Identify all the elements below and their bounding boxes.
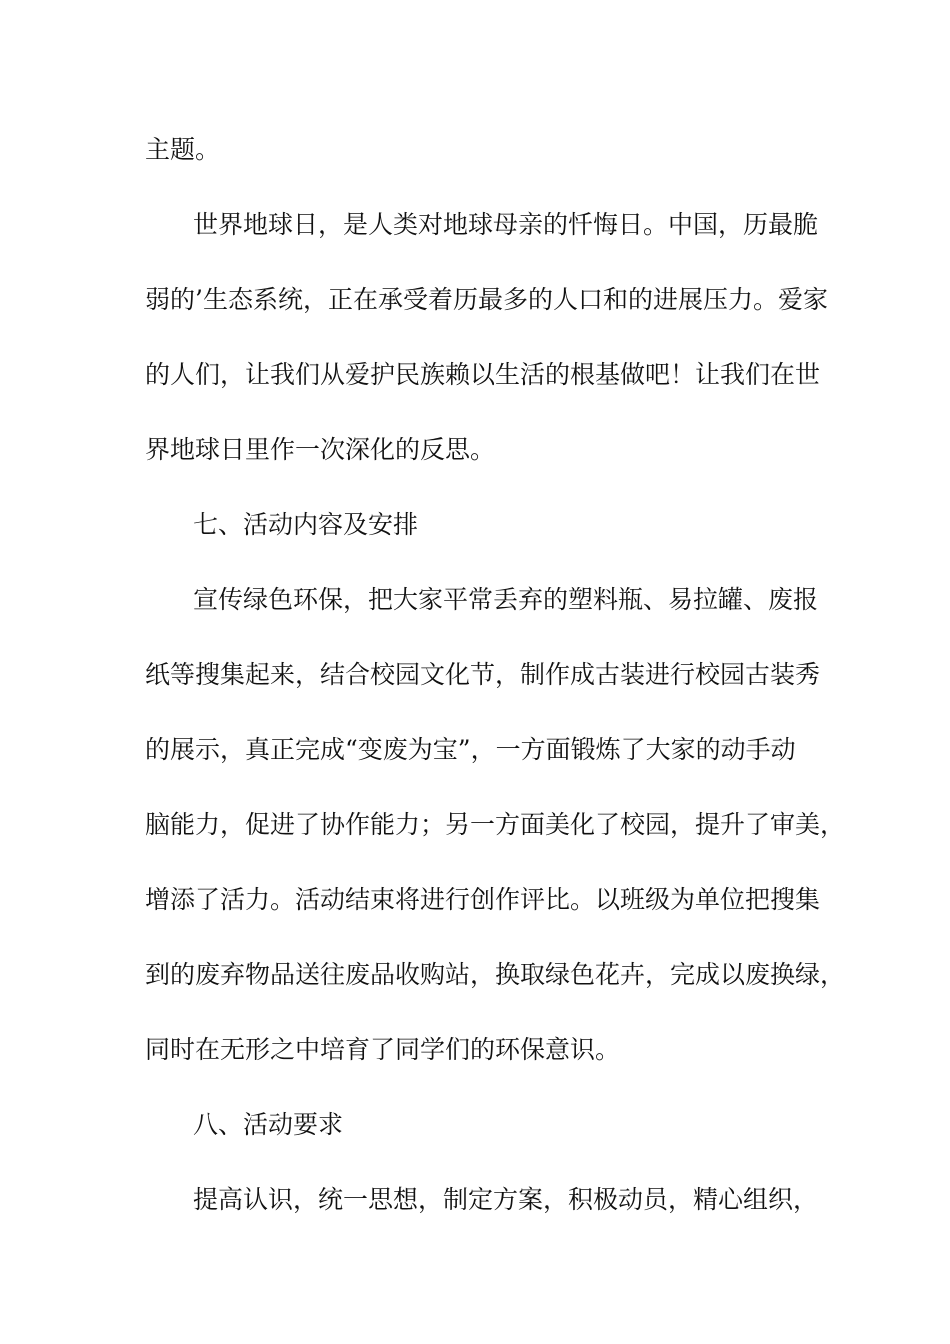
text-line: 的展示，真正完成“变废为宝”，一方面锻炼了大家的动手动	[145, 735, 796, 764]
text-line: 同时在无形之中培育了同学们的环保意识。	[145, 1035, 621, 1064]
paragraph-start-line: 提高认识，统一思想，制定方案，积极动员，精心组织，	[193, 1185, 819, 1214]
section-heading: 七、活动内容及安排	[193, 510, 419, 539]
text-line: 弱的’生态系统，正在承受着历最多的人口和的进展压力。爱家	[145, 285, 828, 314]
text-line: 界地球日里作一次深化的反思。	[145, 435, 496, 464]
text-line: 的人们，让我们从爱护民族赖以生活的根基做吧！让我们在世	[145, 360, 821, 389]
text-line: 增添了活力。活动结束将进行创作评比。以班级为单位把搜集	[145, 885, 821, 914]
text-line: 主题。	[145, 135, 221, 164]
paragraph-start-line: 宣传绿色环保，把大家平常丢弃的塑料瓶、易拉罐、废报	[193, 585, 819, 614]
text-line: 纸等搜集起来，结合校园文化节，制作成古装进行校园古装秀	[145, 660, 821, 689]
text-line: 脑能力，促进了协作能力；另一方面美化了校园，提升了审美，	[145, 810, 846, 839]
text-line: 到的废弃物品送往废品收购站，换取绿色花卉，完成以废换绿，	[145, 960, 846, 989]
paragraph-start-line: 世界地球日，是人类对地球母亲的忏悔日。中国，历最脆	[193, 210, 819, 239]
section-heading: 八、活动要求	[193, 1110, 344, 1139]
